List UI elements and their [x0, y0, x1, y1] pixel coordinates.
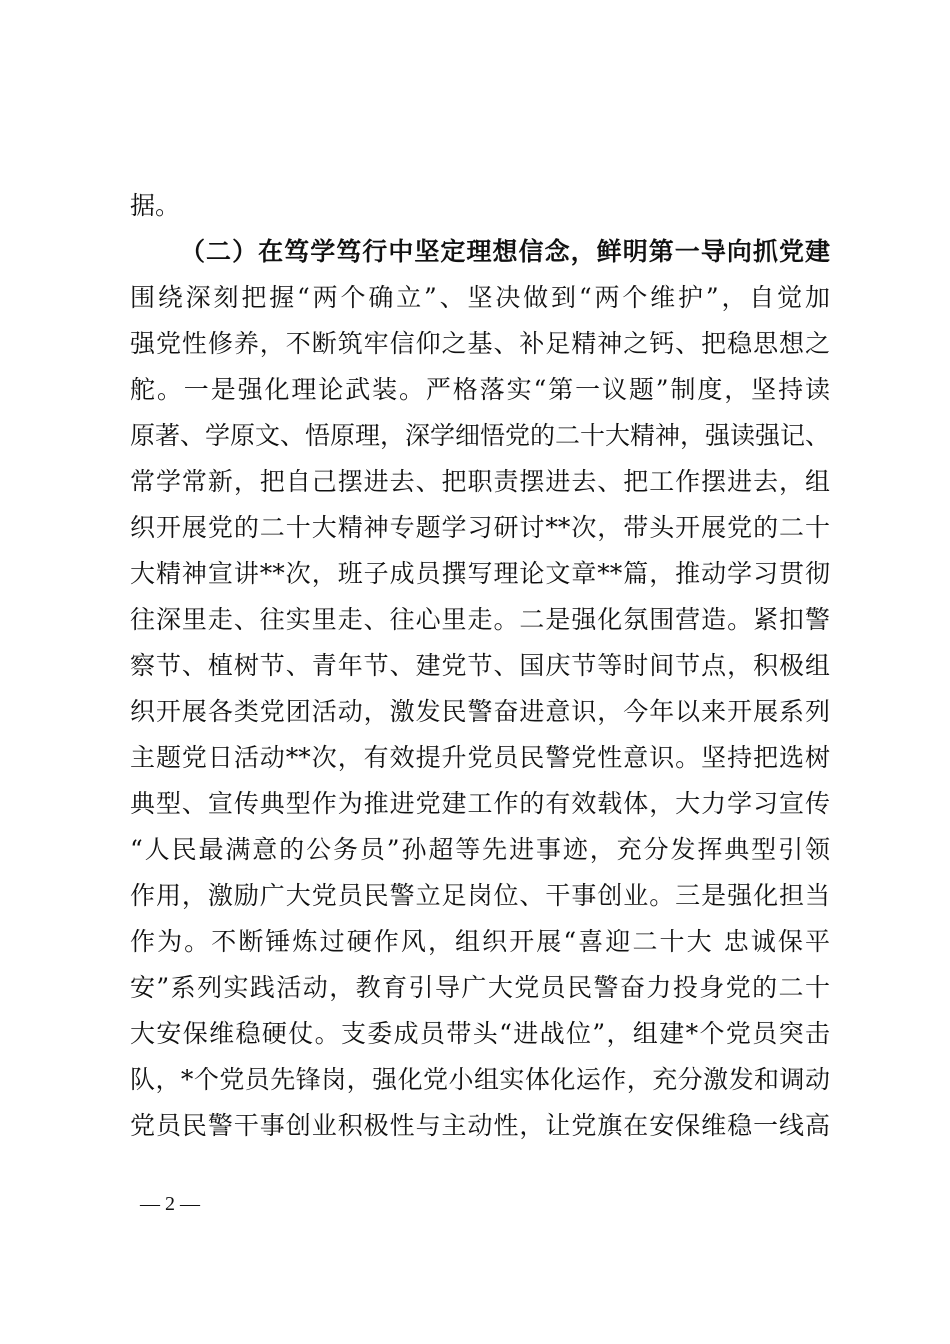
text-line: 往深里走、往实里走、往心里走。二是强化氛围营造。紧扣警	[130, 605, 830, 634]
text-line: 大安保维稳硬仗。支委成员带头“进战位”，组建*个党员突击	[130, 1019, 830, 1048]
text-line: 作用，激励广大党员民警立足岗位、干事创业。三是强化担当	[130, 881, 830, 910]
text-line: “人民最满意的公务员”孙超等先进事迹，充分发挥典型引领	[130, 835, 830, 864]
text-line: 察节、植树节、青年节、建党节、国庆节等时间节点，积极组	[130, 651, 830, 680]
text-line: 据。	[130, 191, 181, 220]
page-number: — 2 —	[140, 1193, 200, 1215]
text-line: 主题党日活动**次，有效提升党员民警党性意识。坚持把选树	[130, 743, 830, 772]
text-line: 原著、学原文、悟原理，深学细悟党的二十大精神，强读强记、	[130, 421, 830, 450]
text-line: 织开展各类党团活动，激发民警奋进意识，今年以来开展系列	[130, 697, 830, 726]
text-line: 作为。不断锤炼过硬作风，组织开展“喜迎二十大 忠诚保平	[130, 927, 830, 956]
text-line: 常学常新，把自己摆进去、把职责摆进去、把工作摆进去，组	[130, 467, 830, 496]
text-line: 队，*个党员先锋岗，强化党小组实体化运作，充分激发和调动	[130, 1065, 830, 1094]
text-line: 安”系列实践活动，教育引导广大党员民警奋力投身党的二十	[130, 973, 830, 1002]
text-line: 舵。一是强化理论武装。严格落实“第一议题”制度，坚持读	[130, 375, 830, 404]
text-line: 围绕深刻把握“两个确立”、坚决做到“两个维护”，自觉加	[130, 283, 830, 312]
section-heading: （二）在笃学笃行中坚定理想信念，鲜明第一导向抓党建	[180, 237, 830, 266]
text-line: 典型、宣传典型作为推进党建工作的有效载体，大力学习宣传	[130, 789, 830, 818]
text-line: 织开展党的二十大精神专题学习研讨**次，带头开展党的二十	[130, 513, 830, 542]
text-line: 大精神宣讲**次，班子成员撰写理论文章**篇，推动学习贯彻	[130, 559, 830, 588]
text-line: 强党性修养，不断筑牢信仰之基、补足精神之钙、把稳思想之	[130, 329, 830, 358]
text-line: 党员民警干事创业积极性与主动性，让党旗在安保维稳一线高	[130, 1111, 830, 1140]
